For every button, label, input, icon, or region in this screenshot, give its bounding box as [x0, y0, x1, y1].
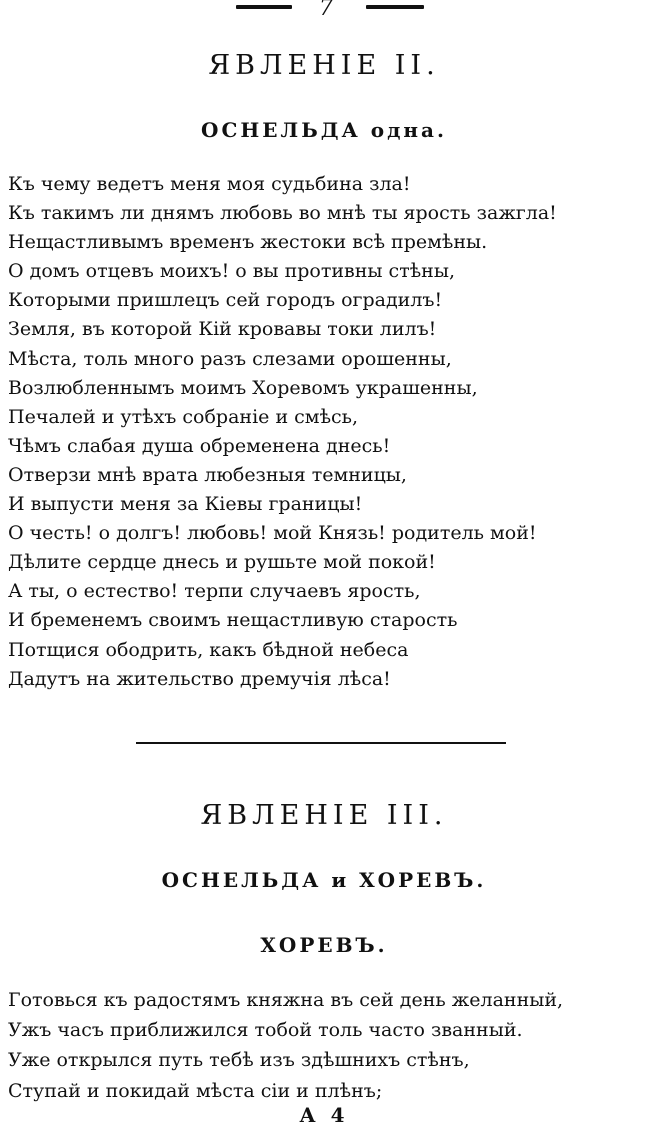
scene-two-verse — [8, 170, 640, 694]
verse-line: Ступай и покидай мѣста сіи и плѣнъ; — [8, 1079, 383, 1102]
verse-line: О домъ отцевъ моихъ! о вы противны стѣны, — [8, 260, 455, 283]
scene-two-characters: ОСНЕЛЬДА одна. — [201, 118, 447, 142]
scene-three-title: ЯВЛЕНІЕ III. — [200, 800, 448, 831]
verse-line: Земля, въ которой Кій кровавы токи лилъ! — [8, 318, 437, 341]
verse-line: Чѣмъ слабая душа обременена днесь! — [8, 434, 391, 457]
scene-three-characters: ОСНЕЛЬДА и ХОРЕВЪ. — [161, 868, 487, 892]
verse-line: И выпусти меня за Кіевы границы! — [8, 493, 363, 516]
verse-line: Нещастливымъ временъ жестоки всѣ премѣны. — [8, 231, 488, 254]
speaker-name: ХОРЕВЪ. — [260, 933, 388, 957]
verse-line: Къ чему ведетъ меня моя судьбина зла! — [8, 173, 411, 195]
verse-line: Мѣста, толь много разъ слезами орошенны, — [8, 347, 452, 370]
verse-line: Потщися ободрить, какъ бѣдной небеса — [8, 638, 409, 661]
verse-line: О честь! о долгъ! любовь! мой Князь! родитель мой! — [8, 522, 537, 545]
verse-line: Возлюбленнымъ моимъ Хоревомъ украшенны, — [8, 376, 478, 399]
verse-line: Печалей и утѣхъ собраніе и смѣсь, — [8, 405, 359, 428]
scene-three-verse — [8, 985, 640, 1106]
verse-line: И бременемъ своимъ нещастливую старость — [8, 609, 458, 632]
verse-line: Готовься къ радостямъ княжна въ сей день желанный, — [8, 989, 564, 1011]
header-rule-left — [236, 5, 292, 9]
header-rule-right — [366, 5, 424, 9]
verse-line: Дадутъ на жительство дремучія лѣса! — [8, 667, 391, 690]
verse-line: Отверзи мнѣ врата любезныя темницы, — [8, 463, 407, 486]
verse-line: Ужъ часъ приближился тобой толь часто званный. — [8, 1019, 523, 1042]
verse-line: Которыми пришлецъ сей городъ оградилъ! — [8, 289, 443, 312]
verse-line: Къ такимъ ли днямъ любовь во мнѣ ты ярость зажгла! — [8, 202, 557, 225]
scene-two-title: ЯВЛЕНІЕ II. — [208, 50, 440, 81]
printer-signature-mark: А 4 — [299, 1103, 349, 1127]
page-number: 7 — [319, 0, 333, 21]
section-divider — [136, 742, 506, 744]
verse-line: Уже открылся путь тебѣ изъ здѣшнихъ стѣнъ, — [8, 1049, 470, 1072]
verse-line: Дѣлите сердце днесь и рушьте мой покой! — [8, 551, 436, 574]
verse-line: А ты, о естество! терпи случаевъ ярость, — [8, 580, 421, 603]
